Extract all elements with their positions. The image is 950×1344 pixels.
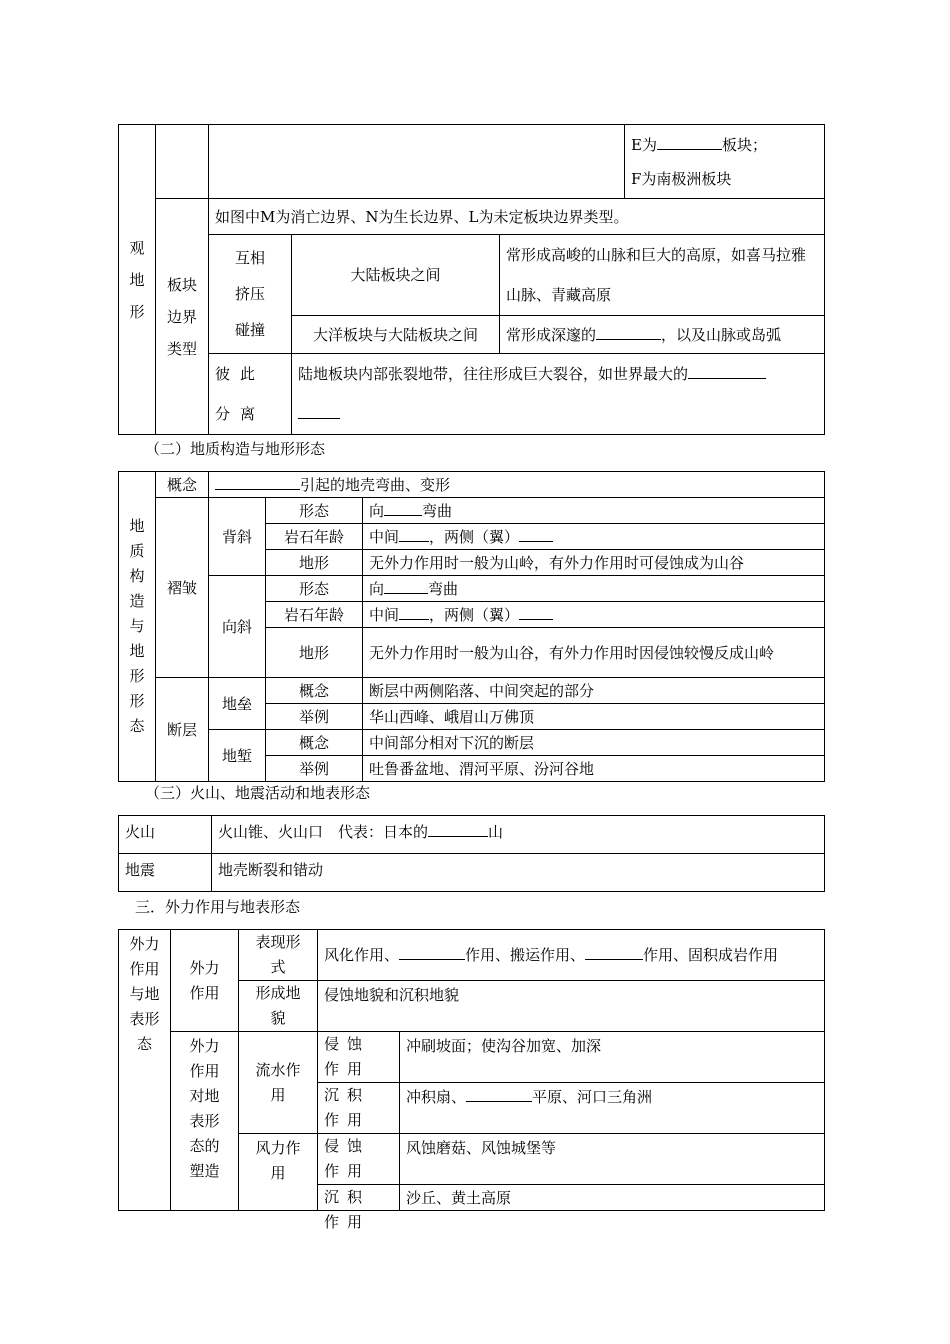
concept-label: 概念 [156,472,209,498]
anticline-shape: 向 弯曲 [363,498,825,524]
concept-value: 引起的地壳弯曲、变形 [209,472,825,498]
wind-deposition-value: 沙丘、黄土高原 [400,1185,825,1211]
shape-label: 形态 [266,576,363,602]
plate-boundary-table [118,124,825,435]
shaping-label: 外力作用对地表形态的塑造 [171,1032,239,1211]
erosion-label: 侵蚀作用 [318,1032,400,1083]
external-force-label: 外力作用 [171,930,239,1032]
separate-result: 陆地板块内部张裂地带，往往形成巨大裂谷，如世界最大的 [292,354,825,435]
volcano-label: 火山 [119,816,212,854]
wind-erosion-value: 风蚀磨菇、风蚀城堡等 [400,1134,825,1185]
plate-names-cell: E为 板块； F为南极洲板块 [625,125,825,199]
anticline-label: 背斜 [209,498,266,576]
graben-label: 地堑 [209,730,266,782]
formation-value: 侵蚀地貌和沉积地貌 [318,981,825,1032]
example-label: 举例 [266,704,363,730]
section-heading-3: （三）火山、地震活动和地表形态 [145,784,371,802]
volcano-value: 火山锥、火山口 代表：日本的 山 [212,816,825,854]
syncline-label: 向斜 [209,576,266,678]
continental-result: 常形成高峻的山脉和巨大的高原，如喜马拉雅山脉、青藏高原 [500,235,825,316]
geologic-structure-label: 地质构造与地形形态 [119,472,156,782]
external-force-vertical-label: 外力作用与地表形态 [119,930,171,1211]
separate-label: 彼此分离 [209,354,292,435]
fold-label: 褶皱 [156,498,209,678]
section-heading-4: 三．外力作用与地表形态 [135,898,301,916]
landform-label: 地形 [266,628,363,678]
wind-action-label: 风力作用 [239,1134,318,1211]
earthquake-value: 地壳断裂和错动 [212,854,825,892]
example-label: 举例 [266,756,363,782]
manifestation-label: 表现形式 [239,930,318,981]
water-deposition-value: 冲积扇、 平原、河口三角洲 [400,1083,825,1134]
boundary-type-label: 板块边界类型 [156,199,209,435]
oceanic-result: 常形成深邃的 ，以及山脉或岛弧 [500,316,825,354]
shape-label: 形态 [266,498,363,524]
anticline-landform: 无外力作用时一般为山岭，有外力作用时可侵蚀成为山谷 [363,550,825,576]
erosion-label: 侵蚀作用 [318,1134,400,1185]
deposition-label: 沉积作用 [318,1083,400,1134]
deposition-label: 沉积作用 [318,1185,400,1211]
compress-label: 互相挤压碰撞 [209,235,292,354]
figure-note: 如图中M为消亡边界、N为生长边界、L为未定板块边界类型。 [209,199,825,235]
syncline-shape: 向 弯曲 [363,576,825,602]
horst-example: 华山西峰、峨眉山万佛顶 [363,704,825,730]
geologic-structure-table [118,471,825,782]
landform-label: 地形 [266,550,363,576]
rock-age-label: 岩石年龄 [266,602,363,628]
manifestation-value: 风化作用、 作用、搬运作用、 作用、固积成岩作用 [318,930,825,981]
anticline-age: 中间 ，两侧（翼） [363,524,825,550]
syncline-age: 中间 ，两侧（翼） [363,602,825,628]
water-action-label: 流水作用 [239,1032,318,1134]
section-heading-2: （二）地质构造与地形形态 [145,440,326,458]
horst-label: 地垒 [209,678,266,730]
concept-sub-label: 概念 [266,730,363,756]
syncline-landform: 无外力作用时一般为山谷，有外力作用时因侵蚀较慢反成山岭 [363,628,825,678]
rock-age-label: 岩石年龄 [266,524,363,550]
fault-label: 断层 [156,678,209,782]
water-erosion-value: 冲刷坡面；使沟谷加宽、加深 [400,1032,825,1083]
oceanic-continental: 大洋板块与大陆板块之间 [292,316,500,354]
formation-label: 形成地貌 [239,981,318,1032]
graben-example: 吐鲁番盆地、渭河平原、汾河谷地 [363,756,825,782]
external-force-table [118,929,825,1231]
continental-continental: 大陆板块之间 [292,235,500,316]
earthquake-label: 地震 [119,854,212,892]
volcano-quake-table [118,815,825,892]
concept-sub-label: 概念 [266,678,363,704]
graben-concept: 中间部分相对下沉的断层 [363,730,825,756]
horst-concept: 断层中两侧陷落、中间突起的部分 [363,678,825,704]
observe-landform-label: 观地形 [119,125,156,435]
